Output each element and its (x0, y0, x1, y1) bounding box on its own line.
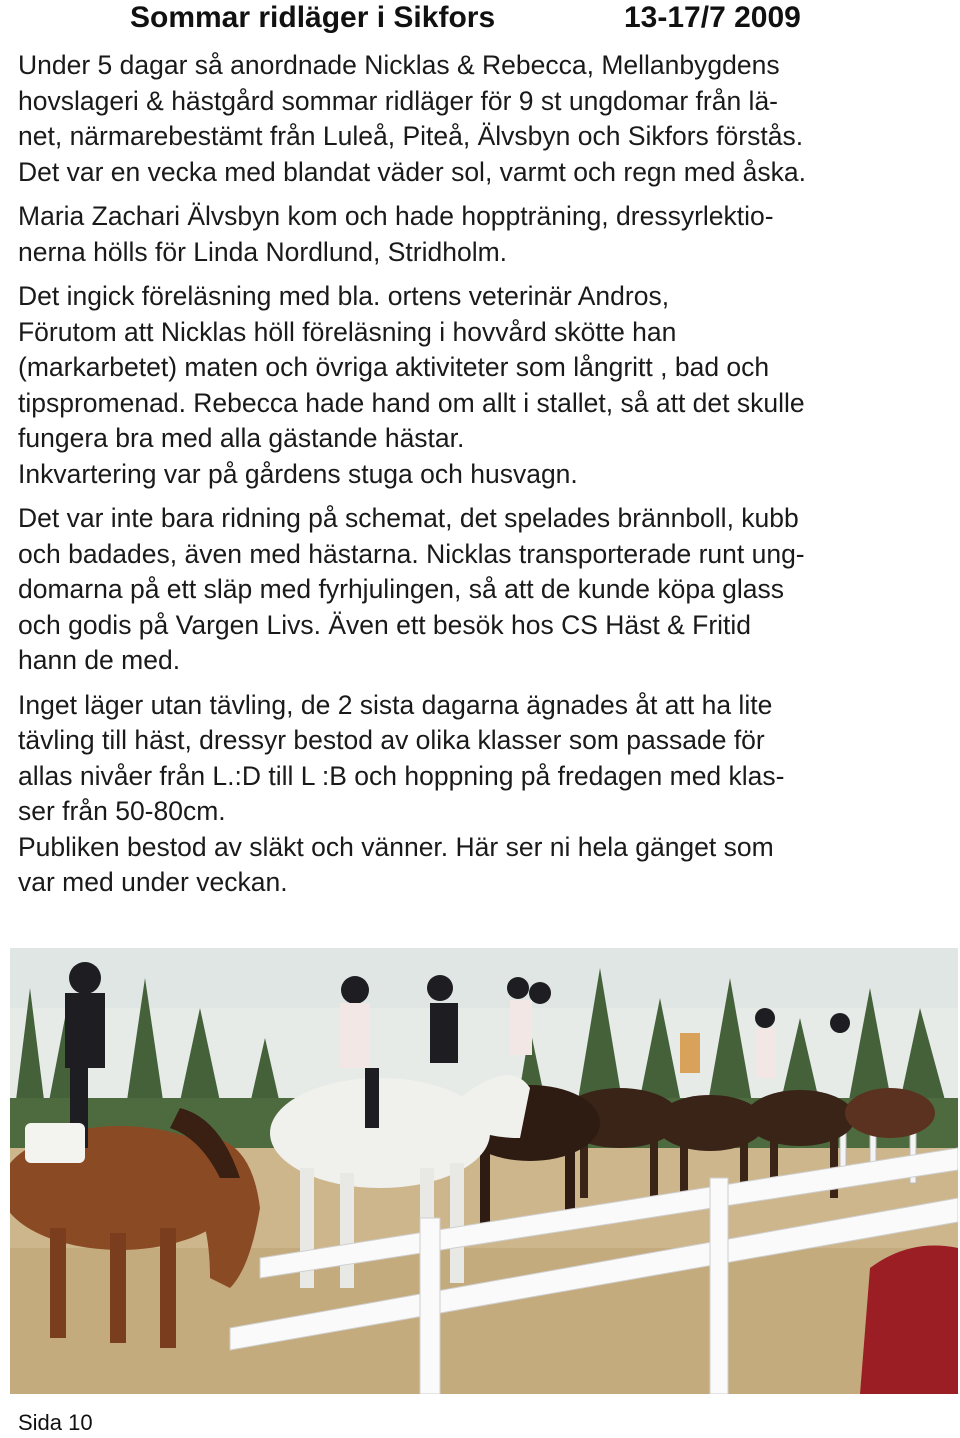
article-paragraph (18, 688, 953, 901)
text-line: hann de med. (18, 645, 181, 675)
text-line: hovslageri & hästgård sommar ridläger för 9 st ungdomar från lä- (18, 85, 779, 116)
text-line: Det var inte bara ridning på schemat, det spelades brännboll, kubb (18, 503, 799, 533)
text-line: Det ingick föreläsning med bla. ortens veterinär Andros, (18, 281, 670, 311)
text-line: Under 5 dagar så anordnade Nicklas & Rebecca, Mellanbygdens (18, 50, 780, 80)
text-line: och godis på Vargen Livs. Även ett besök hos CS Häst & Fritid (18, 609, 752, 640)
page-title (130, 0, 850, 36)
riders-on-horses-illustration (10, 948, 958, 1394)
article-title: Sommar ridläger i Sikfors (130, 1, 496, 34)
text-line: tipspromenad. Rebecca hade hand om allt i stallet, så att det skulle (18, 387, 805, 418)
text-line: fungera bra med alla gästande hästar. (18, 423, 465, 453)
text-line: domarna på ett släp med fyrhjulingen, så att de kunde köpa glass (18, 574, 785, 604)
text-line: ser från 50-80cm. (18, 796, 226, 826)
text-line: Förutom att Nicklas höll föreläsning i hovvård skötte han (18, 316, 677, 347)
text-line: Inget läger utan tävling, de 2 sista dagarna ägnades åt att ha lite (18, 689, 773, 720)
article-body (18, 48, 953, 901)
text-line: (markarbetet) maten och övriga aktiviteter som långritt , bad och (18, 352, 770, 382)
article-paragraph (18, 48, 953, 190)
article-date: 13-17/7 2009 (624, 1, 801, 34)
text-line: net, närmarebestämt från Luleå, Piteå, Älvsbyn och Sikfors förstås. (18, 121, 804, 151)
text-line: var med under veckan. (18, 867, 288, 897)
text-line: tävling till häst, dressyr bestod av olika klasser som passade för (18, 725, 765, 755)
text-line: nerna hölls för Linda Nordlund, Stridholm. (18, 236, 508, 267)
text-line: Publiken bestod av släkt och vänner. Här ser ni hela gänget som (18, 831, 774, 862)
text-line: Inkvartering var på gårdens stuga och husvagn. (18, 458, 578, 489)
text-line: och badades, även med hästarna. Nicklas transporterade runt ung- (18, 538, 805, 569)
text-line: allas nivåer från L.:D till L :B och hoppning på fredagen med klas- (18, 760, 785, 791)
text-line: Maria Zachari Älvsbyn kom och hade hoppträning, dressyrlektio- (18, 201, 774, 231)
article-paragraph (18, 199, 953, 270)
group-photo (10, 948, 958, 1394)
article-paragraph (18, 279, 953, 492)
page-number: Sida 10 (18, 1410, 93, 1435)
article-paragraph (18, 501, 953, 679)
text-line: Det var en vecka med blandat väder sol, varmt och regn med åska. (18, 156, 807, 187)
